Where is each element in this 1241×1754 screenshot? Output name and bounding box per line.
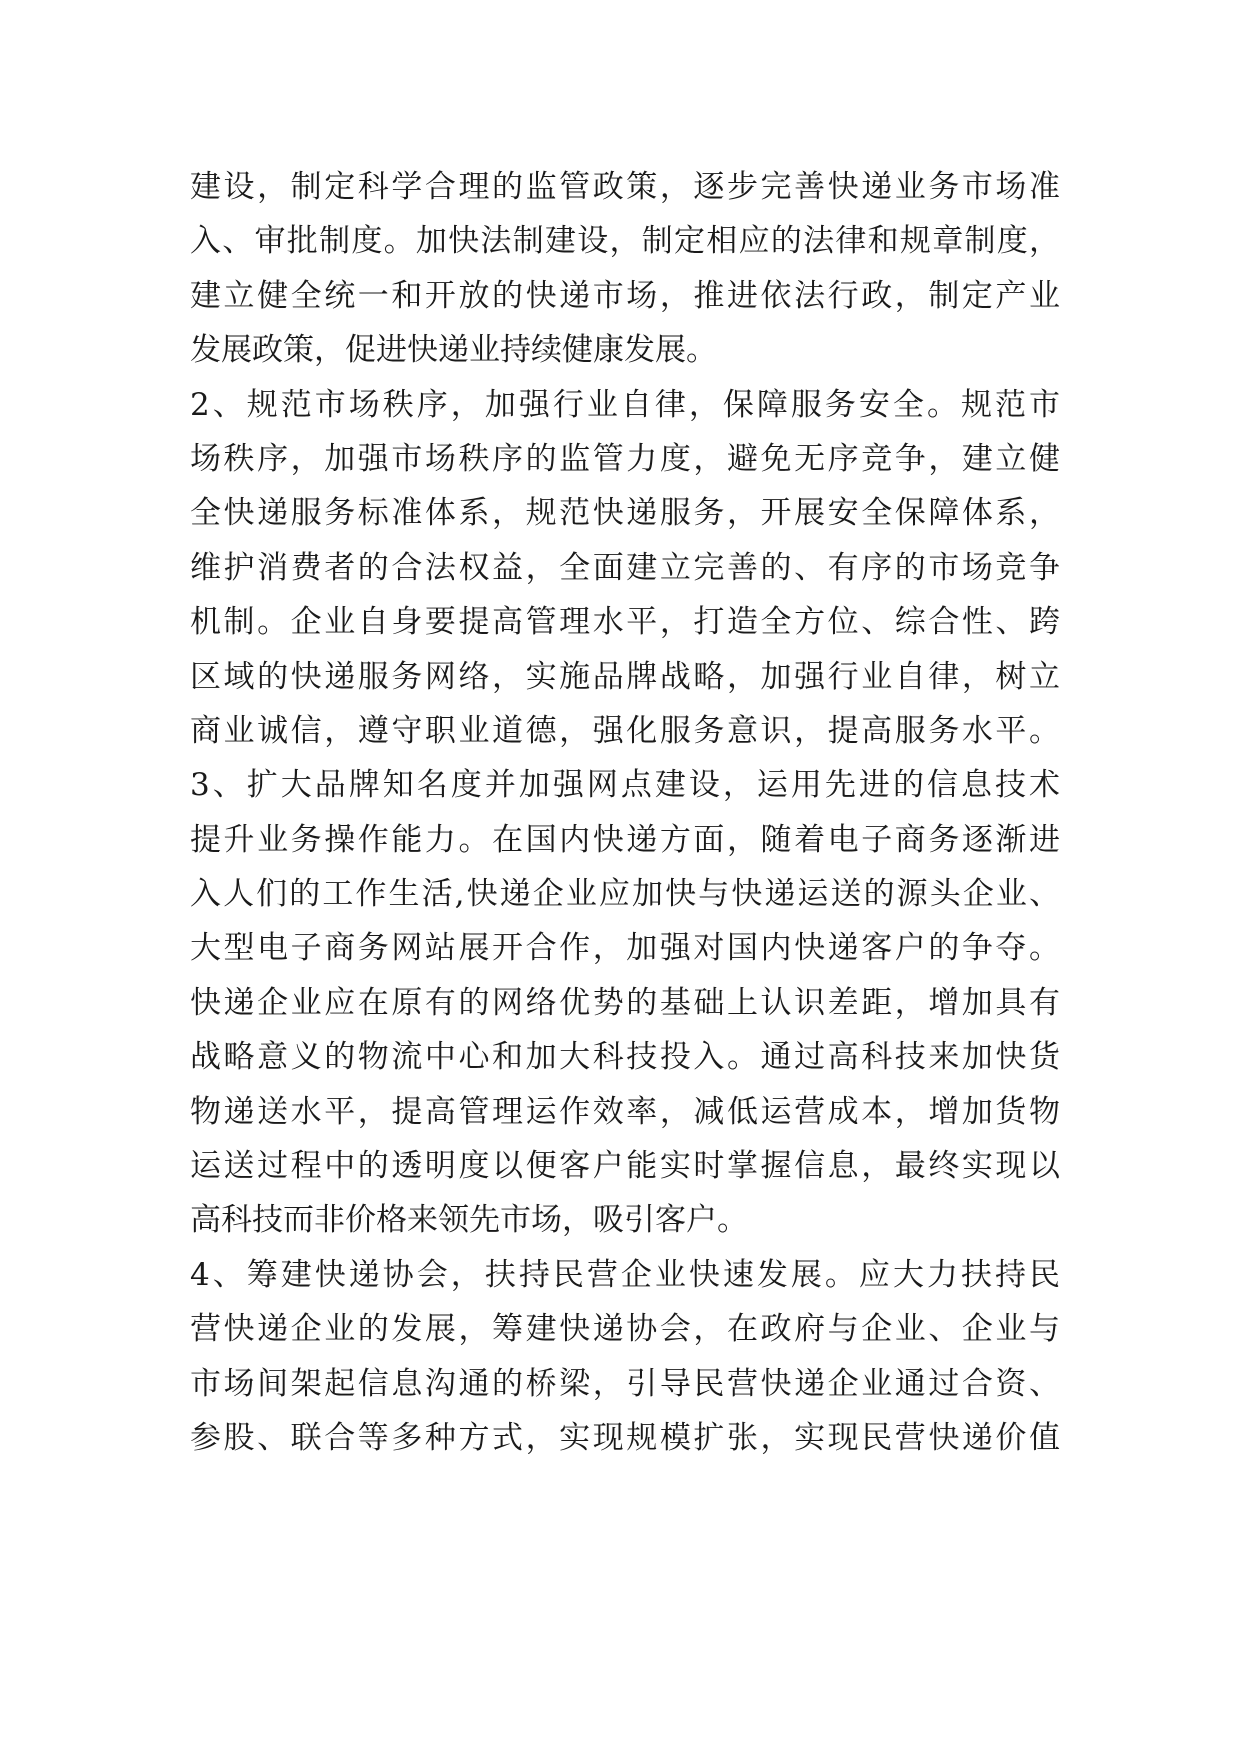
text-line: 战略意义的物流中心和加大科技投入。通过高科技来加快货 [190,1039,1060,1076]
text-line: 3、扩大品牌知名度并加强网点建设，运用先进的信息技术 [190,767,1060,804]
text-line: 机制。企业自身要提高管理水平，打造全方位、综合性、跨 [190,604,1060,641]
text-line: 维护消费者的合法权益，全面建立完善的、有序的市场竞争 [190,549,1060,586]
text-line: 发展政策，促进快递业持续健康发展。 [190,332,717,369]
text-line: 建设，制定科学合理的监管政策，逐步完善快递业务市场准 [190,169,1060,205]
text-line: 提升业务操作能力。在国内快递方面，随着电子商务逐渐进 [190,821,1060,858]
text-line: 快递企业应在原有的网络优势的基础上认识差距，增加具有 [190,984,1060,1021]
text-line: 建立健全统一和开放的快递市场，推进依法行政，制定产业 [190,277,1060,314]
body-text [190,160,1060,1465]
text-line: 商业诚信，遵守职业道德，强化服务意识，提高服务水平。 [190,712,1060,749]
text-line: 2、规范市场秩序，加强行业自律，保障服务安全。规范市 [190,386,1060,423]
text-line: 参股、联合等多种方式，实现规模扩张，实现民营快递价值 [190,1419,1060,1456]
text-line: 营快递企业的发展，筹建快递协会，在政府与企业、企业与 [190,1311,1060,1348]
text-line: 4、筹建快递协会，扶持民营企业快速发展。应大力扶持民 [190,1256,1060,1293]
text-line: 场秩序，加强市场秩序的监管力度，避免无序竞争，建立健 [190,440,1060,477]
text-line: 大型电子商务网站展开合作，加强对国内快递客户的争夺。 [190,930,1060,967]
text-line: 市场间架起信息沟通的桥梁，引导民营快递企业通过合资、 [190,1365,1060,1402]
text-line: 区域的快递服务网络，实施品牌战略，加强行业自律，树立 [190,658,1060,695]
text-line: 入、审批制度。加快法制建设，制定相应的法律和规章制度， [190,223,1060,260]
text-line: 高科技而非价格来领先市场，吸引客户。 [190,1202,748,1239]
text-line: 物递送水平，提高管理运作效率，减低运营成本，增加货物 [190,1093,1060,1130]
text-line: 全快递服务标准体系，规范快递服务，开展安全保障体系， [190,495,1060,532]
text-line: 运送过程中的透明度以便客户能实时掌握信息，最终实现以 [190,1148,1060,1185]
text-line: 入人们的工作生活,快递企业应加快与快递运送的源头企业、 [190,876,1060,913]
